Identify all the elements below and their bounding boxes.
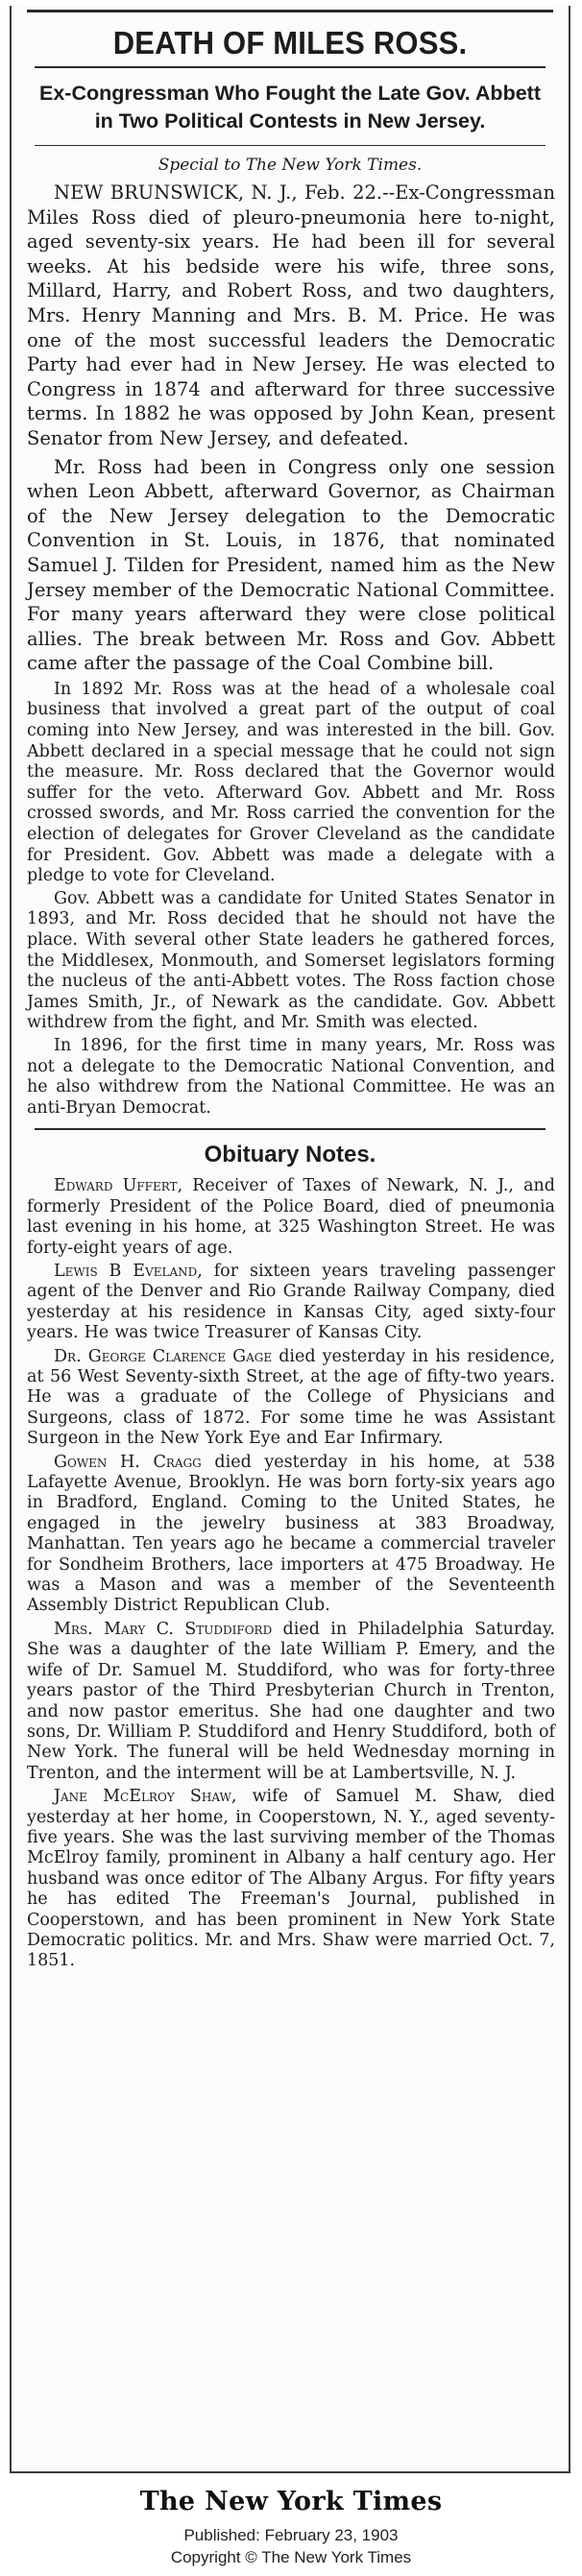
obituary-item bbox=[27, 1347, 555, 1450]
article-headline: DEATH OF MILES ROSS. bbox=[112, 24, 468, 61]
obituary-name: Mrs. Mary C. Studdiford bbox=[54, 1619, 273, 1639]
newspaper-clipping bbox=[10, 6, 570, 2471]
headline-rule bbox=[35, 66, 546, 68]
obituary-text: , for sixteen years traveling passenger agent of the Denver and Rio Grande Railway Company, died yesterday at his residence in Kansas City, aged sixty-four years. He was twice Treasurer of Kansas City. bbox=[27, 1261, 555, 1343]
publication-info bbox=[0, 2524, 582, 2568]
article-paragraph: NEW BRUNSWICK, N. J., Feb. 22.--Ex-Congressman Miles Ross died of pleuro-pneumonia here to-night, aged seventy-six years. He had been ill for several weeks. At his bedside were his wife, three sons, Millard, Harry, and Robert Ross, and two daughters, Mrs. Henry Manning and Mrs. B. M. Price. He was one of the most successful leaders the Democratic Party had ever had in New Jersey. He was elected to Congress in 1874 and afterward for three successive terms. In 1882 he was opposed by John Kean, present Senator from New Jersey, and defeated. bbox=[27, 181, 555, 449]
obituary-name: Dr. George Clarence Gage bbox=[54, 1346, 273, 1366]
obituary-text: , wife of Samuel M. Shaw, died yesterday at her home, in Cooperstown, N. Y., aged seventy-five years. She was the last surviving member of the Thomas McElroy family, prominent in Albany a half century ago. Her husband was once editor of The Albany Argus. For fifty years he has edited The Freeman's Journal, published in Cooperstown, and has been prominent in New York State Democratic politics. Mr. and Mrs. Shaw were married Oct. 7, 1851. bbox=[27, 1787, 555, 1971]
footer bbox=[0, 2487, 582, 2568]
obituary-heading: Obituary Notes. bbox=[204, 1142, 376, 1168]
obituary-list bbox=[12, 1176, 569, 1971]
article-paragraph: Mr. Ross had been in Congress only one session when Leon Abbett, afterward Governor, as Chairman of the New Jersey delegation to the Democratic Convention in St. Louis, in 1876, that nominated Samuel J. Tilden for President, named him as the New Jersey member of the Democratic National Committee. For many years afterward they were close political allies. The break between Mr. Ross and Gov. Abbett came after the passage of the Coal Combine bill. bbox=[27, 455, 555, 675]
obituary-name: Lewis B Eveland bbox=[54, 1261, 198, 1281]
article-paragraph: Gov. Abbett was a candidate for United States Senator in 1893, and Mr. Ross decided that he should not have the place. With several other State leaders he gathered forces, the Middlesex, Monmouth, and Somerset legislators forming the nucleus of the anti-Abbett votes. The Ross faction chose James Smith, Jr., of Newark as the candidate. Gov. Abbett withdrew from the fight, and Mr. Smith was elected. bbox=[27, 888, 555, 1033]
nyt-logo: The New York Times bbox=[139, 2487, 443, 2516]
obituary-text: died yesterday in his home, at 538 Lafayette Avenue, Brooklyn. He was born forty-six years ago in Bradford, England. Coming to the United States, he engaged in the jewelry business at 383 Broadway, Manhattan. Ten years ago he became a commercial traveler for Sondheim Brothers, lace importers at 475 Broadway. He was a Mason and was a member of the Seventeenth Assembly District Republican Club. bbox=[27, 1452, 556, 1616]
obituary-text: , Receiver of Taxes of Newark, N. J., and formerly President of the Police Board, died of pneumonia last evening in his home, at 325 Washington Street. He was forty-eight years of age. bbox=[27, 1176, 555, 1258]
obituary-name: Edward Uffert bbox=[54, 1176, 178, 1196]
deck-rule bbox=[35, 145, 546, 146]
obituary-name: Gowen H. Cragg bbox=[54, 1452, 202, 1472]
obituary-item bbox=[27, 1620, 555, 1784]
article-paragraph: In 1892 Mr. Ross was at the head of a wholesale coal business that involved a great part of the output of coal coming into New Jersey, and was interested in the bill. Gov. Abbett declared in a special message that he could not sign the measure. Mr. Ross declared that the Governor would suffer for the veto. Afterward Gov. Abbett and Mr. Ross crossed swords, and Mr. Ross carried the convention for the election of delegates for Grover Cleveland as the candidate for President. Gov. Abbett was made a delegate with a pledge to vote for Cleveland. bbox=[27, 679, 555, 886]
article-paragraph: In 1896, for the first time in many years, Mr. Ross was not a delegate to the Democratic National Convention, and he also withdrew from the National Committee. He was an anti-Bryan Democrat. bbox=[27, 1035, 555, 1118]
section-rule bbox=[35, 1128, 546, 1130]
copyright-line: Copyright © The New York Times bbox=[170, 2548, 412, 2566]
article-body bbox=[12, 181, 569, 1119]
obituary-item bbox=[27, 1453, 555, 1617]
obituary-name: Jane McElroy Shaw bbox=[54, 1787, 231, 1807]
top-rule bbox=[27, 10, 553, 12]
obituary-text: died in Philadelphia Saturday. She was a daughter of the late William P. Emery, and the wife of Dr. Samuel M. Studdiford, who was for forty-three years pastor of the Third Presbyterian Church in Trenton, and now pastor emeritus. She had one daughter and two sons, Dr. William P. Studdiford and Henry Studdiford, both of New York. The funeral will be held Wednesday morning in Trenton, and the interment will be at Lambertsville, N. J. bbox=[27, 1619, 555, 1783]
published-date: Published: February 23, 1903 bbox=[183, 2526, 399, 2544]
article-deck: Ex-Congressman Who Fought the Late Gov. Abbett in Two Political Contests in New Jersey. bbox=[39, 82, 541, 132]
special-dispatch-line: Special to The New York Times. bbox=[158, 156, 423, 175]
obituary-item bbox=[27, 1787, 555, 1972]
obituary-item bbox=[27, 1262, 555, 1344]
obituary-section bbox=[12, 1128, 569, 1971]
obituary-text: died yesterday in his residence, at 56 West Seventy-sixth Street, at the age of fifty-two years. He was a graduate of the College of Physicians and Surgeons, class of 1872. For some time he was Assistant Surgeon in the New York Eye and Ear Infirmary. bbox=[27, 1346, 555, 1449]
bottom-rule bbox=[10, 2471, 570, 2473]
obituary-item bbox=[27, 1176, 555, 1259]
